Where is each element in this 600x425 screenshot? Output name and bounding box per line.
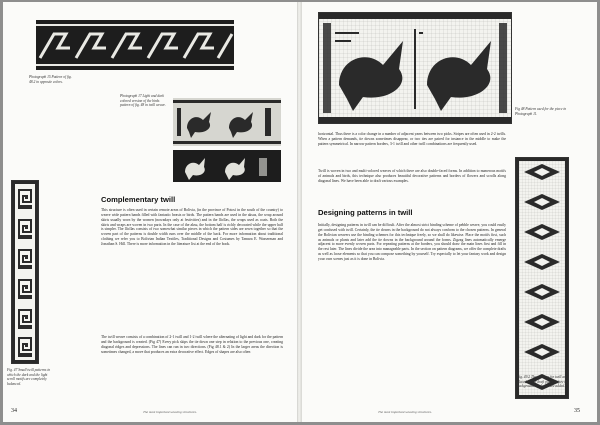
right-paragraph-3: Initially, designing patterns in twill can be difficult. After the almost strict binding scheme of pebble weave, you could easily get confused with twill. Certainly, the tie downs in the background do not always conform to the chosen patterns. In general the Bolivian weavers use the binding schemes for this technique freely, so we shall do likewise. Place the motifs first, such as animals or plants and later add the tie downs in the background around the forms. Zigzag lines automatically emerge adjacent to more evenly woven parts. For repeating patterns at the borders, you should draw the main lines first and fill in the rest later. The lines divide the area into manageable parts. In the section on pattern diagrams, we offer the complete drafts as well as loose elements so that you can compose something by yourself. Try especially to let your fantasy work and design your own scenes just as it is done in Bolivia.: [318, 223, 506, 261]
left-paragraph-1: This structure is often used in certain remote areas of Bolivia, (in the province of Potosí in the south of the country) to weave wide pattern bands filled with fantastic beasts or birds. The pattern bands are used in the aksus, the wrap around skirts usually worn by the women (nowadays only at festivities) and in the llicllas, the wraps used as coats. Both the skirts and wraps are woven in two parts. In the case of the aksu, the bottom half is richly decorated while the upper half is simpler. The llicllas consists of two somewhat similar pieces in which the pattern sides are sewn together so that the woven part of the patterns is double width runs over the middle of the back. For more information about traditional clothing we refer you to Bolivian Indian Textiles, Traditional Designs and Costumes by Tamara E. Wasserman and Jonathan S. Hill. There is more information in the literature list at the end of the book.: [101, 208, 283, 246]
right-paragraph-2: Twill is woven in two and multi-colored weaves of which there are also double-faced forms. In addition to numerous motifs of animals and birds, this technique also produces beautiful decorative patterns and borders of flowers and scrolls along diagonal lines. We have been able to draft various examples.: [318, 169, 506, 183]
photo-15-woven-band: [36, 20, 234, 70]
footer-left: The most important weaving structures.: [143, 410, 197, 414]
photo-15-caption: Photograph 15 Pattern of fig. 48.2 in opposite colors.: [29, 75, 72, 84]
photo-17-birds-band-light: [173, 98, 281, 146]
photo-17-birds-band-dark: [173, 150, 281, 182]
fig-49-2-caption: Fig. 49.2 The patterns for twill are placed on the draft paper before the background tie-downs are added.: [517, 375, 569, 389]
left-paragraph-2: The twill weave consists of a combination of 2-1 twill and 1-2 twill where the alternating of light and dark for the pattern and the background is created. (Fig 47) Every pick skips the tie down one step in relation to the previous one, creating diagonal ridges and depressions. The lines can run in two directions. (Fig 48.1 & 2) In the larger areas the direction is sometimes changed, a move that produces an extra decorative effect. Edges of shapes are also often: [101, 335, 283, 354]
right-page: [302, 2, 597, 422]
left-page: [3, 2, 297, 422]
page-number-left: 34: [11, 408, 17, 414]
fig-48-caption: Fig 48 Pattern used for the piece in Photograph 11.: [515, 107, 567, 116]
section-heading-complementary-twill: Complementary twill: [101, 195, 176, 204]
page-number-right: 35: [574, 408, 580, 414]
fig-48-bird-draft: [318, 12, 512, 124]
fig-47-caption: Fig. 47 Small twill patterns in which the dark and the light scroll motifs are completely balanced.: [7, 368, 51, 386]
fig-47-scroll-draft: [11, 180, 39, 364]
right-paragraph-1: horizontal. Thus there is a color change in a number of adjacent yarns between two picks. Stripes are often used in 2-2 twills. When a pattern demands, tie downs sometimes disappear, or two ties are paired for instance in the middle to make the pattern symmetrical. In narrow pattern borders, 3-1 twill and other twill combinations are frequently used.: [318, 132, 506, 146]
footer-right: The most important weaving structures.: [378, 410, 432, 414]
fig-49-2-pattern-draft: [515, 157, 569, 399]
section-heading-designing-patterns: Designing patterns in twill: [318, 208, 413, 217]
photo-17-caption: Photograph 17 Light and dark colored version of the birds pattern of fig. 48 in twill weave.: [120, 94, 166, 108]
